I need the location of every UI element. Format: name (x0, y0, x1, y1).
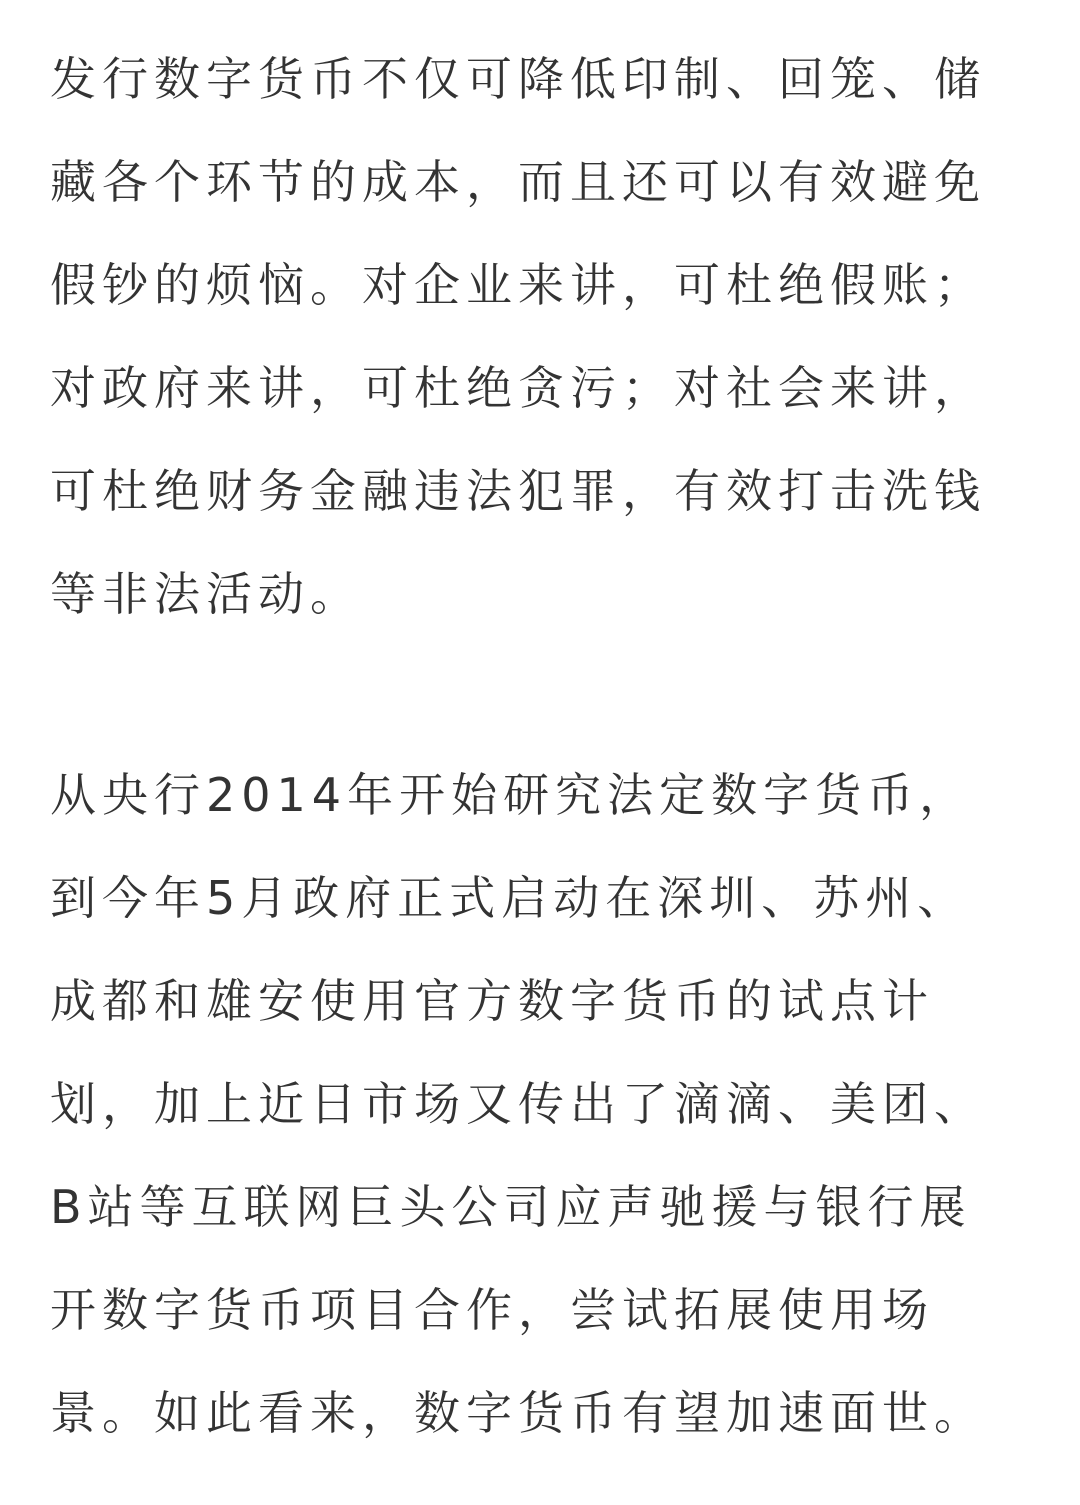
text-line: 发行数字货币不仅可降低印制、回笼、储 (50, 52, 986, 106)
paragraph-1 (50, 28, 986, 646)
text-line: 开数字货币项目合作，尝试拓展使用场 (50, 1283, 934, 1337)
text-line: B站等互联网巨头公司应声驰援与银行展 (50, 1180, 972, 1234)
text-line: 对政府来讲，可杜绝贪污；对社会来讲， (50, 361, 986, 415)
text-line: 可杜绝财务金融违法犯罪，有效打击洗钱 (50, 464, 986, 518)
text-line: 藏各个环节的成本，而且还可以有效避免 (50, 155, 986, 209)
text-line: 到今年5月政府正式启动在深圳、苏州、 (50, 871, 970, 925)
text-line: 假钞的烦恼。对企业来讲，可杜绝假账； (50, 258, 986, 312)
text-line: 划，加上近日市场又传出了滴滴、美团、 (50, 1077, 986, 1131)
text-line: 从央行2014年开始研究法定数字货币， (50, 768, 972, 822)
text-line: 成都和雄安使用官方数字货币的试点计 (50, 974, 934, 1028)
text-line: 景。如此看来，数字货币有望加速面世。 (50, 1386, 986, 1440)
text-line: 等非法活动。 (50, 567, 362, 621)
paragraph-2 (50, 744, 986, 1465)
